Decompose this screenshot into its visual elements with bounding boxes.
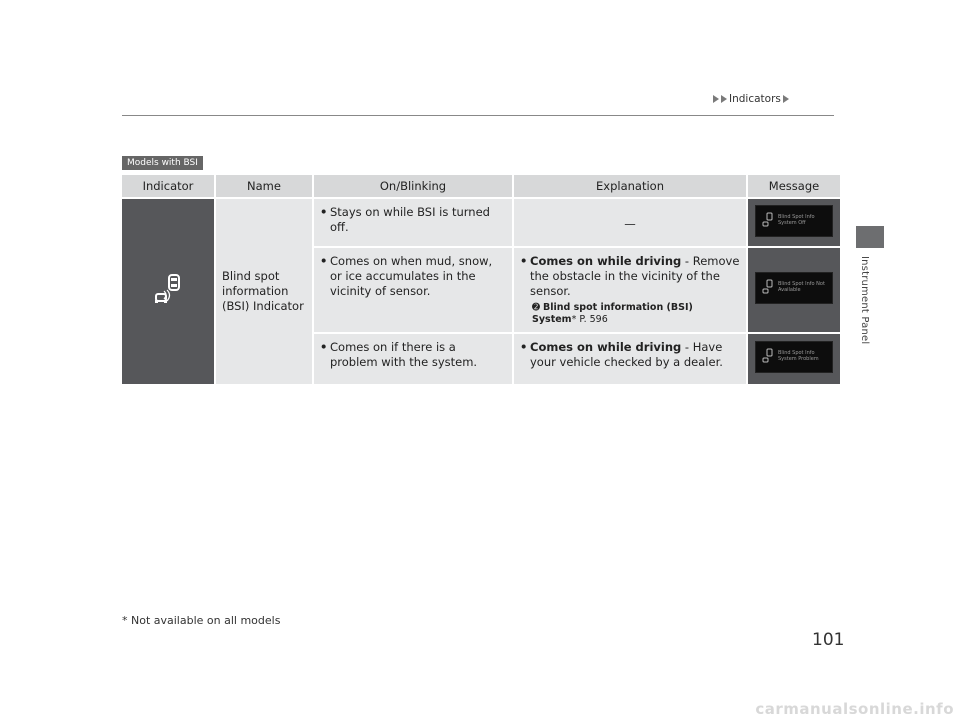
table-header [122, 175, 840, 197]
message-screen: Blind Spot Info System Off [755, 205, 833, 237]
indicator-cell [122, 199, 214, 384]
bsi-message-icon [762, 348, 774, 364]
indicator-table [120, 173, 842, 386]
column-header: Message [748, 175, 840, 197]
on-blinking-cell: • Comes on if there is a problem with the system. [314, 334, 512, 384]
page-reference[interactable]: ➋ Blind spot information (BSI) System* P. 596 [532, 302, 693, 325]
watermark: carmanualsonline.info [755, 700, 954, 718]
message-screen: Blind Spot Info Not Available [755, 272, 833, 304]
column-header: Indicator [122, 175, 214, 197]
column-header: On/Blinking [314, 175, 512, 197]
explanation-cell: • Comes on while driving - Have your vehicle checked by a dealer. [514, 334, 746, 384]
reference-arrow-icon: ➋ [532, 302, 540, 313]
chapter-label: Instrument Panel [859, 256, 870, 345]
table-row [122, 199, 840, 246]
on-blinking-cell: • Comes on when mud, snow, or ice accumulates in the vicinity of sensor. [314, 248, 512, 332]
message-cell [748, 334, 840, 384]
indicator-name: Blind spot information (BSI) Indicator [216, 199, 312, 384]
bsi-message-icon [762, 212, 774, 228]
arrow-icon [721, 95, 727, 103]
breadcrumb [713, 93, 789, 105]
on-blinking-cell: • Stays on while BSI is turned off. [314, 199, 512, 246]
message-cell [748, 199, 840, 246]
message-screen: Blind Spot Info System Problem [755, 341, 833, 373]
column-header: Explanation [514, 175, 746, 197]
message-cell [748, 248, 840, 332]
explanation-cell: — [514, 199, 746, 246]
bsi-indicator-icon [148, 270, 188, 310]
explanation-cell: • Comes on while driving - Remove the obstacle in the vicinity of the sensor. ➋ Blind spot information (BSI) System* P. 596 [514, 248, 746, 332]
section-title: Indicators [729, 93, 781, 105]
arrow-icon [713, 95, 719, 103]
column-header: Name [216, 175, 312, 197]
arrow-icon [783, 95, 789, 103]
page-number: 101 [812, 630, 845, 650]
model-badge: Models with BSI [122, 156, 203, 170]
bsi-message-icon [762, 279, 774, 295]
footnote: * Not available on all models [122, 614, 281, 627]
header-rule [122, 115, 834, 116]
chapter-tab [856, 226, 884, 248]
